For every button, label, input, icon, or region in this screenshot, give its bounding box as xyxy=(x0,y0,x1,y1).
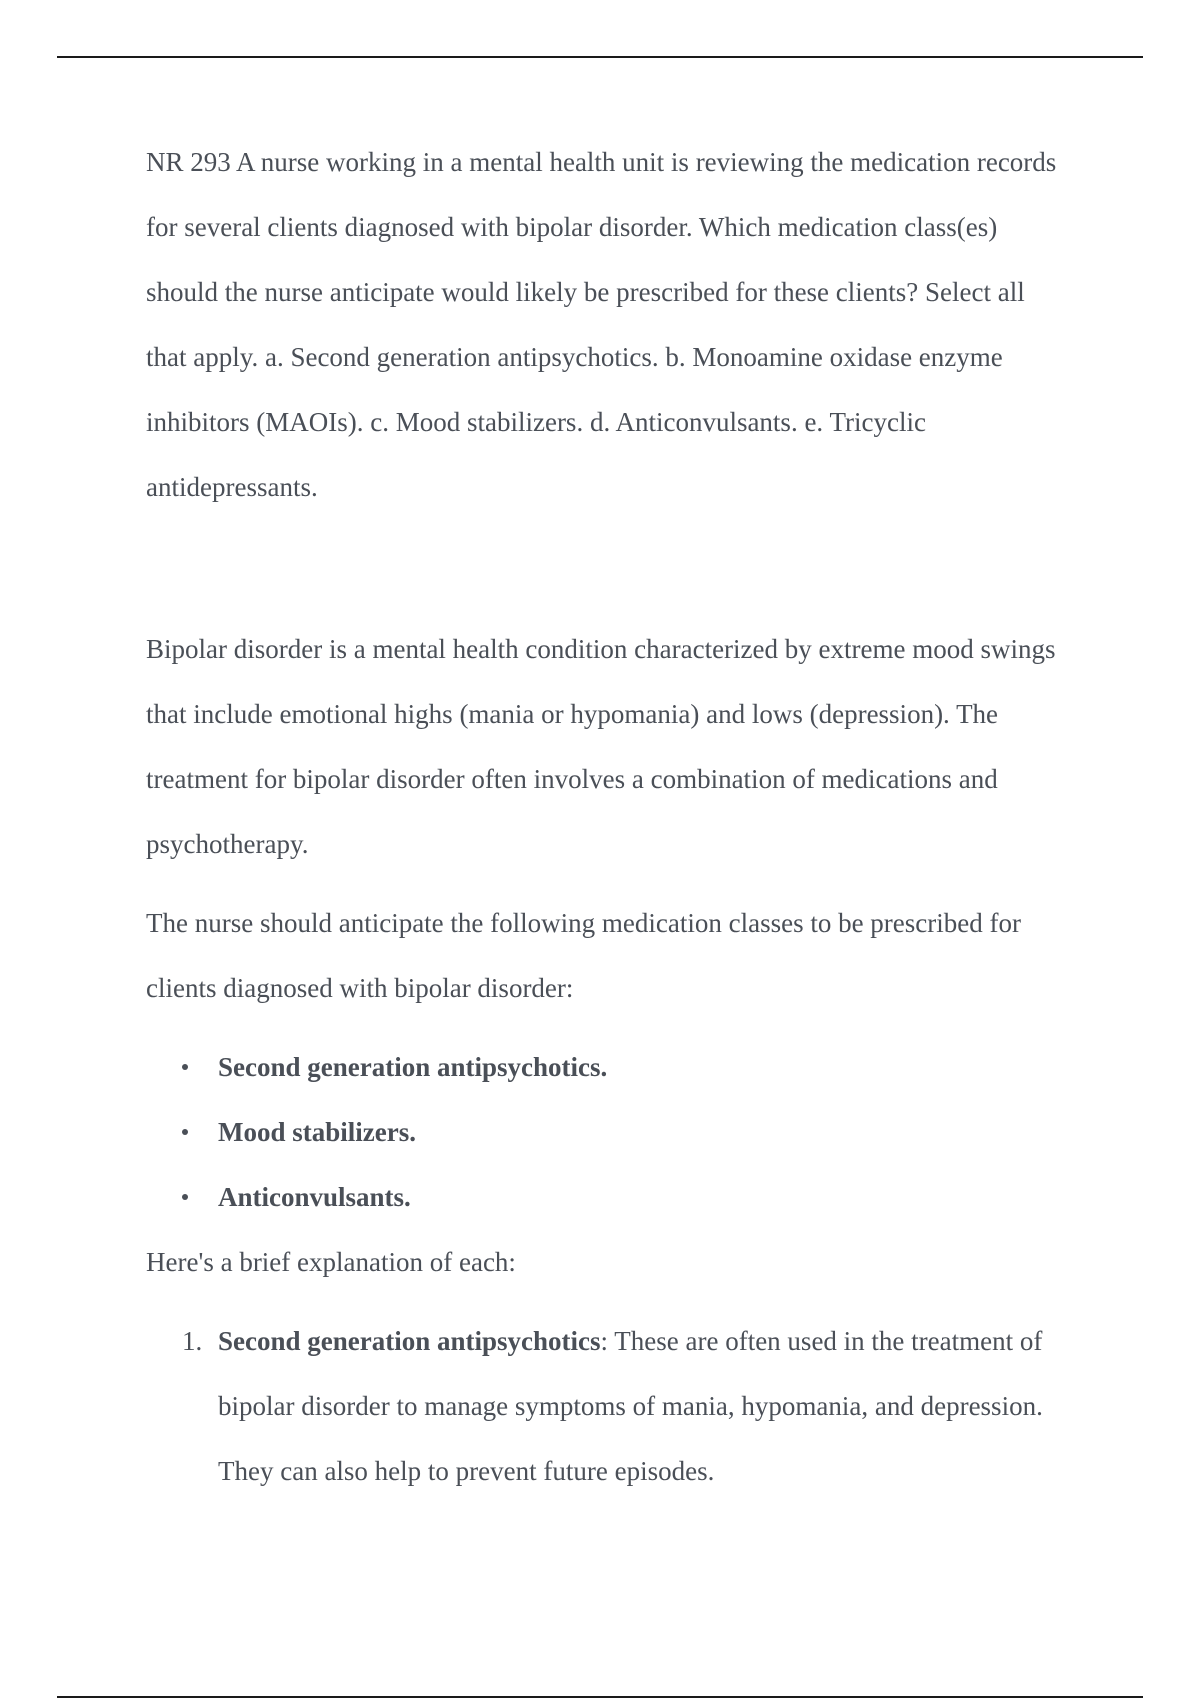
medication-class: Second generation antipsychotics. xyxy=(218,1052,608,1082)
explanation-term: Second generation antipsychotics xyxy=(218,1326,601,1356)
intro-paragraph: Bipolar disorder is a mental health condition characterized by extreme mood swings that include emotional highs (mania or hypomania) and lows (depression). The treatment for bipolar disorder often involves a combination of medications and psychotherapy. xyxy=(146,634,1056,859)
bullet-icon xyxy=(182,1064,188,1070)
medication-class-list xyxy=(146,1035,1066,1230)
explanation-list xyxy=(146,1309,1066,1504)
brief-intro: Here's a brief explanation of each: xyxy=(146,1247,516,1277)
medication-class: Mood stabilizers. xyxy=(218,1117,416,1147)
question-text: NR 293 A nurse working in a mental health unit is reviewing the medication records for several clients diagnosed with bipolar disorder. Which medication class(es) should the nurse anticipate would likely be prescribed for these clients? Select all that apply. a. Second generation antipsychotics. b. Monoamine oxidase enzyme inhibitors (MAOIs). c. Mood stabilizers. d. Anticonvulsants. e. Tricyclic antidepressants. xyxy=(146,147,1057,502)
bullet-icon xyxy=(182,1129,188,1135)
medication-class: Anticonvulsants. xyxy=(218,1182,411,1212)
explanation-text: : These are often used in the treatment of bipolar disorder to manage symptoms of mania, hypomania, and depression. They can also help to prevent future episodes. xyxy=(218,1326,1043,1486)
anticipate-paragraph: The nurse should anticipate the following medication classes to be prescribed for clients diagnosed with bipolar disorder: xyxy=(146,908,1021,1003)
bottom-rule xyxy=(57,1696,1143,1698)
list-item xyxy=(146,1309,1066,1504)
bullet-icon xyxy=(182,1194,188,1200)
list-item xyxy=(146,1100,1066,1165)
top-rule xyxy=(57,56,1143,58)
list-item xyxy=(146,1165,1066,1230)
item-number: 1. xyxy=(182,1326,203,1356)
document-body xyxy=(146,130,1066,1504)
list-item xyxy=(146,1035,1066,1100)
